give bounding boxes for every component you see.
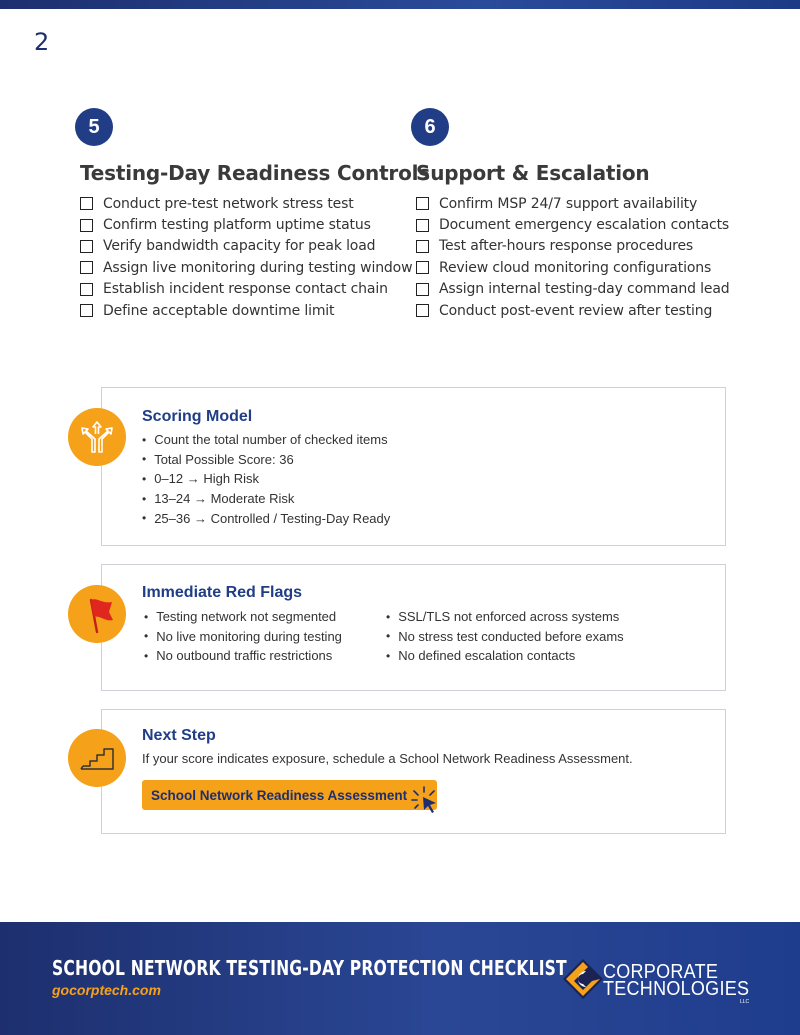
checklist-item-label: Confirm MSP 24/7 support availability [439, 195, 698, 212]
list-item: • Total Possible Score: 36 [142, 450, 390, 470]
checklist-item-label: Conduct post-event review after testing [439, 302, 713, 319]
card-title: Scoring Model [142, 408, 253, 425]
checkbox[interactable] [416, 304, 429, 317]
logo-line-1: CORPORATE [603, 961, 719, 983]
checklist-item[interactable] [416, 279, 730, 300]
readiness-assessment-button[interactable]: School Network Readiness Assessment [142, 780, 437, 810]
footer-website-link[interactable]: gocorptech.com [52, 982, 161, 998]
checklist-item[interactable] [80, 279, 394, 300]
checkbox[interactable] [80, 197, 93, 210]
list-item: • Testing network not segmented [144, 607, 342, 627]
scoring-model-card [101, 387, 726, 546]
checklist-item-label: Document emergency escalation contacts [439, 217, 730, 234]
checkbox[interactable] [416, 261, 429, 274]
checklist-item-label: Review cloud monitoring configurations [439, 259, 712, 276]
checkbox[interactable] [80, 304, 93, 317]
cursor-click-icon [409, 785, 439, 815]
bullet-list [142, 430, 390, 528]
next-step-description: If your score indicates exposure, schedule a School Network Readiness Assessment. [142, 751, 633, 766]
checklist-item[interactable] [80, 236, 394, 257]
checklist-item[interactable] [80, 214, 394, 235]
list-item: • SSL/TLS not enforced across systems [386, 607, 624, 627]
list-item: • No live monitoring during testing [144, 627, 342, 647]
checklist-item-label: Assign live monitoring during testing window [103, 259, 413, 276]
checklist-item[interactable] [80, 300, 394, 321]
section-title: Testing-Day Readiness Controls [80, 161, 430, 185]
red-flags-card [101, 564, 726, 691]
list-item: • No defined escalation contacts [386, 646, 624, 666]
checklist [416, 193, 730, 321]
section-title: Support & Escalation [416, 161, 650, 185]
checkbox[interactable] [80, 240, 93, 253]
list-item: • 13–24 → Moderate Risk [142, 489, 390, 509]
checklist-item-label: Conduct pre-test network stress test [103, 195, 354, 212]
checkbox[interactable] [80, 261, 93, 274]
footer [0, 922, 800, 1035]
section-number-badge: 5 [75, 108, 113, 146]
footer-title: SCHOOL NETWORK TESTING-DAY PROTECTION CHECKLIST [52, 956, 567, 980]
checklist [80, 193, 413, 321]
bullet-list-left [144, 607, 342, 666]
checklist-item-label: Test after-hours response procedures [439, 238, 694, 255]
checklist-item[interactable] [416, 214, 730, 235]
checklist-item[interactable] [416, 300, 730, 321]
checklist-item[interactable] [416, 236, 730, 257]
company-logo-icon [562, 958, 604, 1000]
logo-llc-label: LLC [740, 999, 750, 1005]
list-item: • No stress test conducted before exams [386, 627, 624, 647]
stairs-icon [68, 729, 126, 787]
page-number: 2 [34, 28, 50, 56]
flag-icon [68, 585, 126, 643]
checkbox[interactable] [80, 283, 93, 296]
checklist-item-label: Verify bandwidth capacity for peak load [103, 238, 376, 255]
bullet-list-right [386, 607, 624, 666]
card-title: Next Step [142, 727, 216, 744]
checkbox[interactable] [416, 240, 429, 253]
company-logo-wordmark [603, 961, 766, 1000]
list-item: • 25–36 → Controlled / Testing-Day Ready [142, 508, 390, 528]
checkbox[interactable] [80, 219, 93, 232]
section-testing-day-readiness [74, 108, 430, 321]
next-step-card [101, 709, 726, 834]
checklist-item-label: Define acceptable downtime limit [103, 302, 335, 319]
list-item: • Count the total number of checked items [142, 430, 390, 450]
checklist-item-label: Establish incident response contact chain [103, 281, 388, 298]
checklist-item[interactable] [416, 257, 730, 278]
checklist-item[interactable] [416, 193, 730, 214]
checklist-item[interactable] [80, 193, 394, 214]
logo-line-2: TECHNOLOGIES [603, 978, 750, 1000]
card-title: Immediate Red Flags [142, 584, 303, 601]
checklist-item-label: Confirm testing platform uptime status [103, 217, 371, 234]
checklist-item[interactable] [80, 257, 413, 278]
top-accent-bar [0, 0, 800, 9]
checkbox[interactable] [416, 197, 429, 210]
checkbox[interactable] [416, 283, 429, 296]
checkbox[interactable] [416, 219, 429, 232]
section-number-badge: 6 [411, 108, 449, 146]
split-arrows-icon [68, 408, 126, 466]
section-support-escalation [410, 108, 730, 321]
list-item: • 0–12 → High Risk [142, 469, 390, 489]
list-item: • No outbound traffic restrictions [144, 646, 342, 666]
checklist-item-label: Assign internal testing-day command lead [439, 281, 730, 298]
